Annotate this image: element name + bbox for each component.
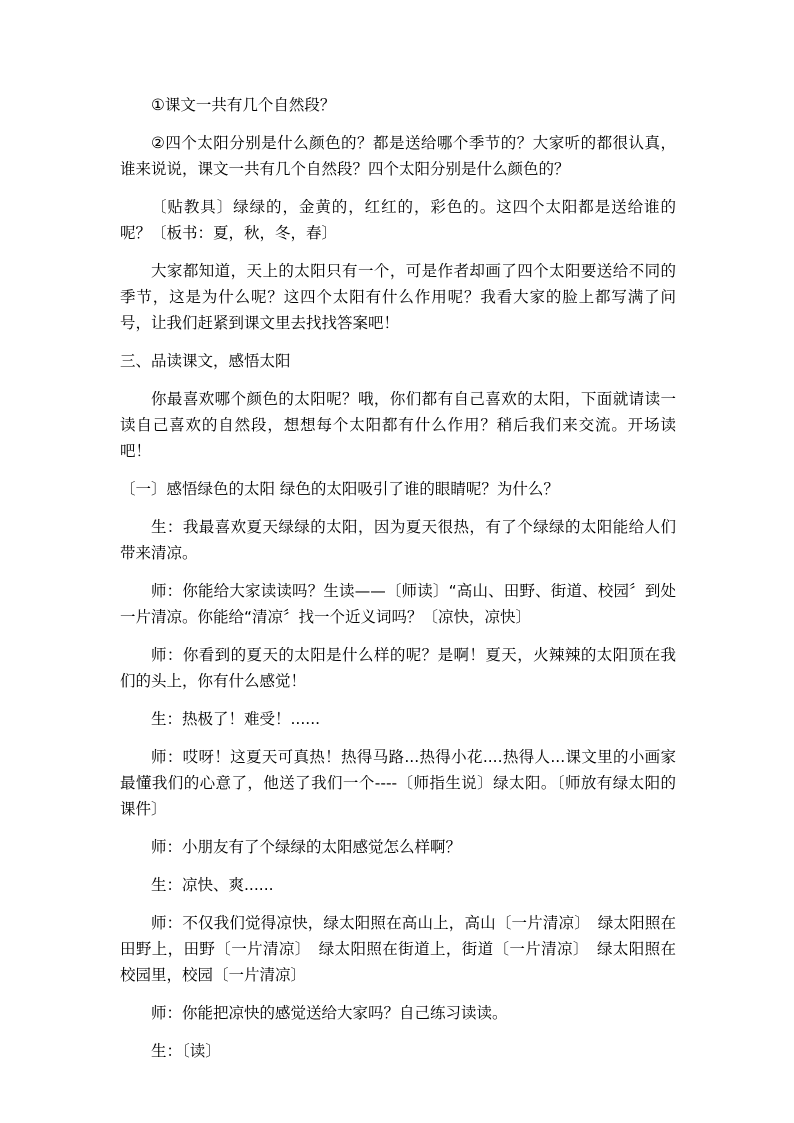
document-body [120, 92, 676, 1076]
section-heading: 三、品读课文，感悟太阳 [120, 352, 291, 370]
question-1: ①课文一共有几个自然段？ [151, 96, 336, 114]
dialogue-line: 生：我最喜欢夏天绿绿的太阳，因为夏天很热，有了个绿绿的太阳能给人们带来清凉。 [120, 518, 676, 562]
question-2: ②四个太阳分别是什么颜色的？都是送给哪个季节的？大家听的都很认真，谁来说说，课文一共有几个自然段？四个太阳分别是什么颜色的？ [120, 134, 676, 178]
reading-instruction: 你最喜欢哪个颜色的太阳呢？哦，你们都有自己喜欢的太阳，下面就请读一读自己喜欢的自然段，想想每个太阳都有什么作用？稍后我们来交流。开场读吧！ [120, 390, 676, 460]
dialogue-line: 师：你能把凉快的感觉送给大家吗？自己练习读读。 [151, 1004, 508, 1022]
dialogue-line: 师：哎呀！这夏天可真热！热得马路...热得小花....热得人...课文里的小画家最懂我们的心意了，他送了我们一个----〔师指生说〕绿太阳。〔师放有绿太阳的课件〕 [120, 748, 676, 818]
dialogue-line: 生：〔读〕 [151, 1042, 221, 1060]
dialogue-line: 师：不仅我们觉得凉快，绿太阳照在高山上，高山〔一片清凉〕 绿太阳照在田野上，田野〔一片清凉〕 绿太阳照在街道上，街道〔一片清凉〕 绿太阳照在校园里，校园〔一片清凉〕 [120, 914, 676, 984]
intro-paragraph: 大家都知道，天上的太阳只有一个，可是作者却画了四个太阳要送给不同的季节，这是为什么呢？这四个太阳有什么作用呢？我看大家的脸上都写满了问号，让我们赶紧到课文里去找找答案吧！ [120, 262, 676, 332]
dialogue-line: 师：小朋友有了个绿绿的太阳感觉怎么样啊？ [151, 838, 462, 856]
subsection-heading: 〔一〕感悟绿色的太阳 绿色的太阳吸引了谁的眼睛呢？为什么？ [120, 480, 559, 498]
dialogue-line: 生：热极了！难受！...... [151, 710, 321, 728]
dialogue-line: 师：你能给大家读读吗？生读——〔师读〕“高山、田野、街道、校园〞到处一片清凉。你能给“清凉〞找一个近义词吗？〔凉快，凉快〕 [120, 582, 676, 626]
dialogue-line: 生：凉快、爽...... [151, 876, 274, 894]
board-writing: 〔贴教具〕绿绿的，金黄的，红红的，彩色的。这四个太阳都是送给谁的呢？〔板书：夏，秋，冬，春〕 [120, 198, 676, 242]
dialogue-line: 师：你看到的夏天的太阳是什么样的呢？是啊！夏天，火辣辣的太阳顶在我们的头上，你有什么感觉！ [120, 646, 676, 690]
